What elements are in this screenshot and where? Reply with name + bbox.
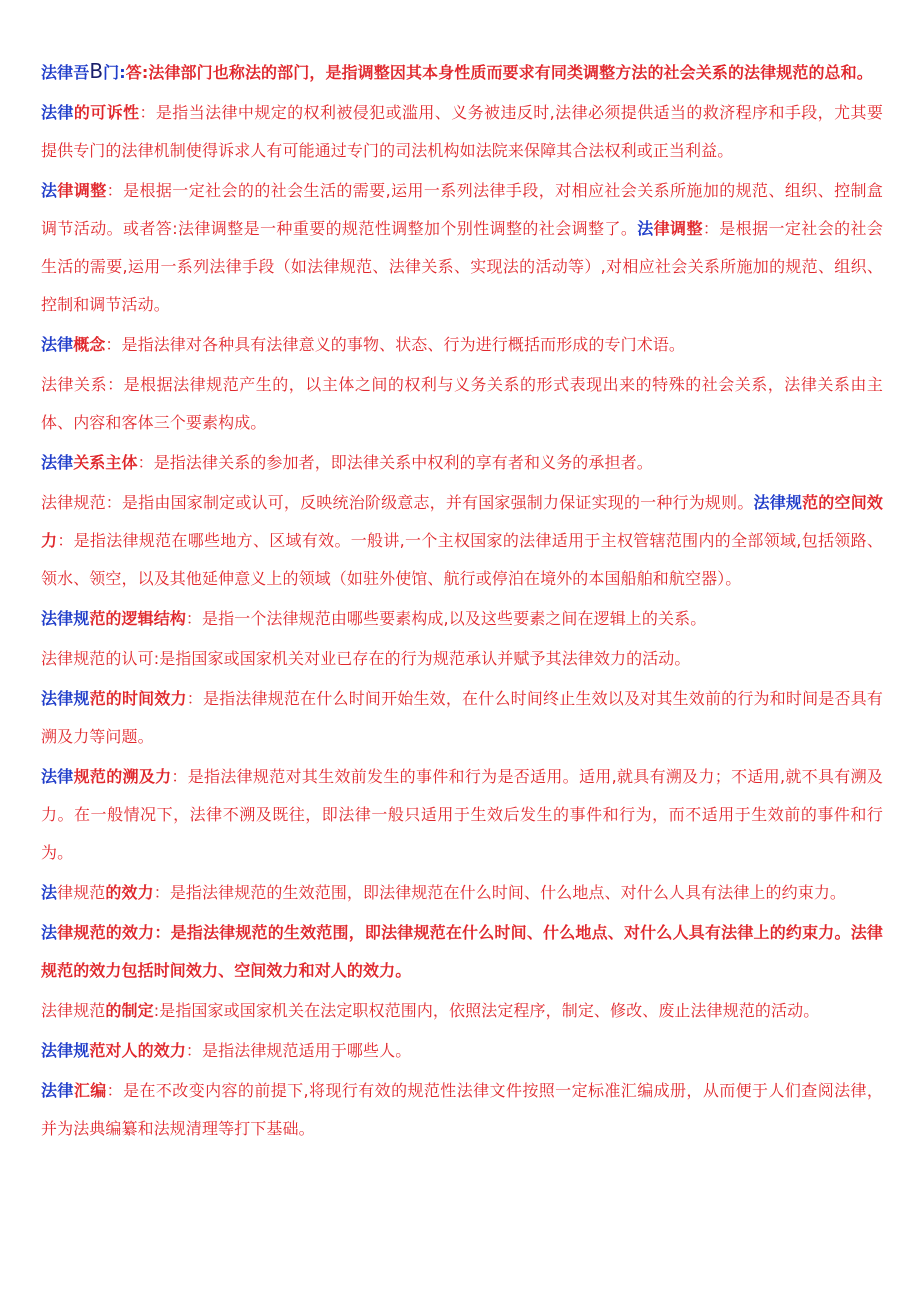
term-label-fragment: 律调整 [57,181,107,200]
term-label: 法律规 [41,609,90,628]
term-label-fragment: 律规范的认可 [57,649,154,668]
entry-body: ：是指法律规范的生效范围，即法律规范在什么时间、什么地点、对什么人具有法律上的约束力。法律规范的效力包括时间效力、空间效力和对人的效力。 [41,923,883,980]
term-label-fragment: 的制定 [105,1001,154,1020]
term-label-fragment: 关系主体 [73,453,138,472]
term-label-fragment: B [89,59,104,83]
entry-body: ：是指法律规范适用于哪些人。 [185,1041,412,1060]
entry-recognition [41,640,883,678]
term-label-fragment: 律规范的效力 [57,923,155,942]
entry-body: 答:法律部门也称法的部门，是指调整因其本身性质而要求有同类调整方法的社会关系的法律规范的总和。 [125,63,873,82]
term-label-fragment: 律调整 [653,219,703,238]
term-label-fragment: 的效力 [105,883,154,902]
term-label-fragment: 律规范 [57,1001,106,1020]
entry-justiciability [41,94,883,170]
term-label: 法律 [41,103,74,122]
term-label: 法律规 [41,689,90,708]
entry-effect-on-persons [41,1032,883,1070]
entry-body: :是指国家或国家机关对业已存在的行为规范承认并赋予其法律效力的活动。 [153,649,691,668]
entry-body: ：是在不改变内容的前提下,将现行有效的规范性法律文件按照一定标准汇编成册，从而便于人们查阅法律，并为法典编纂和法规清理等打下基础。 [41,1081,884,1138]
term-label: 法 [637,219,654,238]
entry-legal-concept [41,326,883,364]
entry-legal-relation [41,366,883,442]
entry-body: ：是指法律规范对其生效前发生的事件和行为是否适用。适用,就具有溯及力；不适用,就不具有溯及力。在一般情况下，法律不溯及既往，即法律一般只适用于生效后发生的事件和行为，而不适用于生效前的事件和行为。 [41,767,883,862]
entry-legal-norm [41,484,883,598]
entry-norm-making [41,992,883,1030]
document-body [41,52,883,1149]
entry-logical-structure [41,600,883,638]
entry-body: ：是指法律规范的生效范围，即法律规范在什么时间、什么地点、对什么人具有法律上的约束力。 [153,883,847,902]
term-label-fragment: 范的空间效力 [41,493,883,550]
term-label: 法 [41,375,58,394]
entry-body: ：是指当法律中规定的权利被侵犯或滥用、义务被违反时,法律必须提供适当的救济程序和手段，尤其要提供专门的法律机制使得诉求人有可能通过专门的司法机构如法院来保障其合法权利或正当利益。 [41,103,884,160]
term-label-fragment: 律关系 [57,375,108,394]
entry-norm-effect [41,874,883,912]
term-label: 法律规 [753,493,803,512]
entry-legal-adjustment [41,172,883,324]
term-label: 法 [41,883,58,902]
entry-body: ：是根据一定社会的社会生活的需要,运用一系列法律手段（如法律规范、法律关系、实现法的活动等）,对相应社会关系所施加的规范、组织、控制和调节活动。 [41,219,883,314]
entry-body: ：是指法律关系的参加者，即法律关系中权利的享有者和义务的承担者。 [137,453,653,472]
term-label: 法 [41,1001,58,1020]
entry-body: ：是指法律规范在什么时间开始生效，在什么时间终止生效以及对其生效前的行为和时间是否具有溯及力等问题。 [41,689,883,746]
entry-body: ：是指法律规范在哪些地方、区域有效。一般讲,一个主权国家的法律适用于主权管辖范围内的全部领域,包括领路、领水、领空，以及其他延伸意义上的领域（如驻外使馆、航行或停泊在境外的本国船舶和航空器）。 [41,531,883,588]
entry-law-compilation [41,1072,883,1148]
entry-body: :是指国家或国家机关在法定职权范围内，依照法定程序，制定、修改、废止法律规范的活动。 [153,1001,820,1020]
term-label-fragment: 汇编 [73,1081,107,1100]
term-label: 法 [41,493,58,512]
term-label: 法律规 [41,1041,90,1060]
entry-norm-effect-extended [41,914,883,990]
term-label-fragment: 律规范 [57,493,106,512]
term-label: 法律吾 [41,63,90,82]
term-label: 法律 [41,1081,74,1100]
term-label-fragment: 律规范 [57,883,106,902]
entry-body: ：是指由国家制定或认可，反映统治阶级意志，并有国家强制力保证实现的一种行为规则。 [105,493,754,512]
term-label: 法律 [41,335,74,354]
term-label: 法 [41,181,58,200]
term-label-fragment: 范对人的效力 [89,1041,186,1060]
entry-body: ：是指一个法律规范由哪些要素构成,以及这些要素之间在逻辑上的关系。 [185,609,707,628]
entry-body: ：是根据法律规范产生的，以主体之间的权利与义务关系的形式表现出来的特殊的社会关系，法律关系由主体、内容和客体三个要素构成。 [41,375,883,432]
entry-law-department [41,52,883,92]
term-label: 法 [41,923,58,942]
term-label-fragment: 范的逻辑结构 [89,609,186,628]
entry-body: ：是指法律对各种具有法律意义的事物、状态、行为进行概括而形成的专门术语。 [105,335,686,354]
entry-legal-relation-subject [41,444,883,482]
term-label-fragment: 的可诉性 [73,103,140,122]
entry-temporal-effect [41,680,883,756]
entry-body: ：是根据一定社会的的社会生活的需要,运用一系列法律手段，对相应社会关系所施加的规范、组织、控制盒调节活动。或者答:法律调整是一种重要的规范性调整加个别性调整的社会调整了。 [41,181,884,238]
term-label-fragment: 门: [103,63,126,82]
entry-retroactivity [41,758,883,872]
term-label: 法律 [41,453,74,472]
term-label: 法 [41,649,58,668]
term-label-fragment: 范的时间效力 [89,689,187,708]
term-label-fragment: 概念 [73,335,106,354]
term-label: 法律 [41,767,74,786]
term-label-fragment: 规范的溯及力 [73,767,172,786]
